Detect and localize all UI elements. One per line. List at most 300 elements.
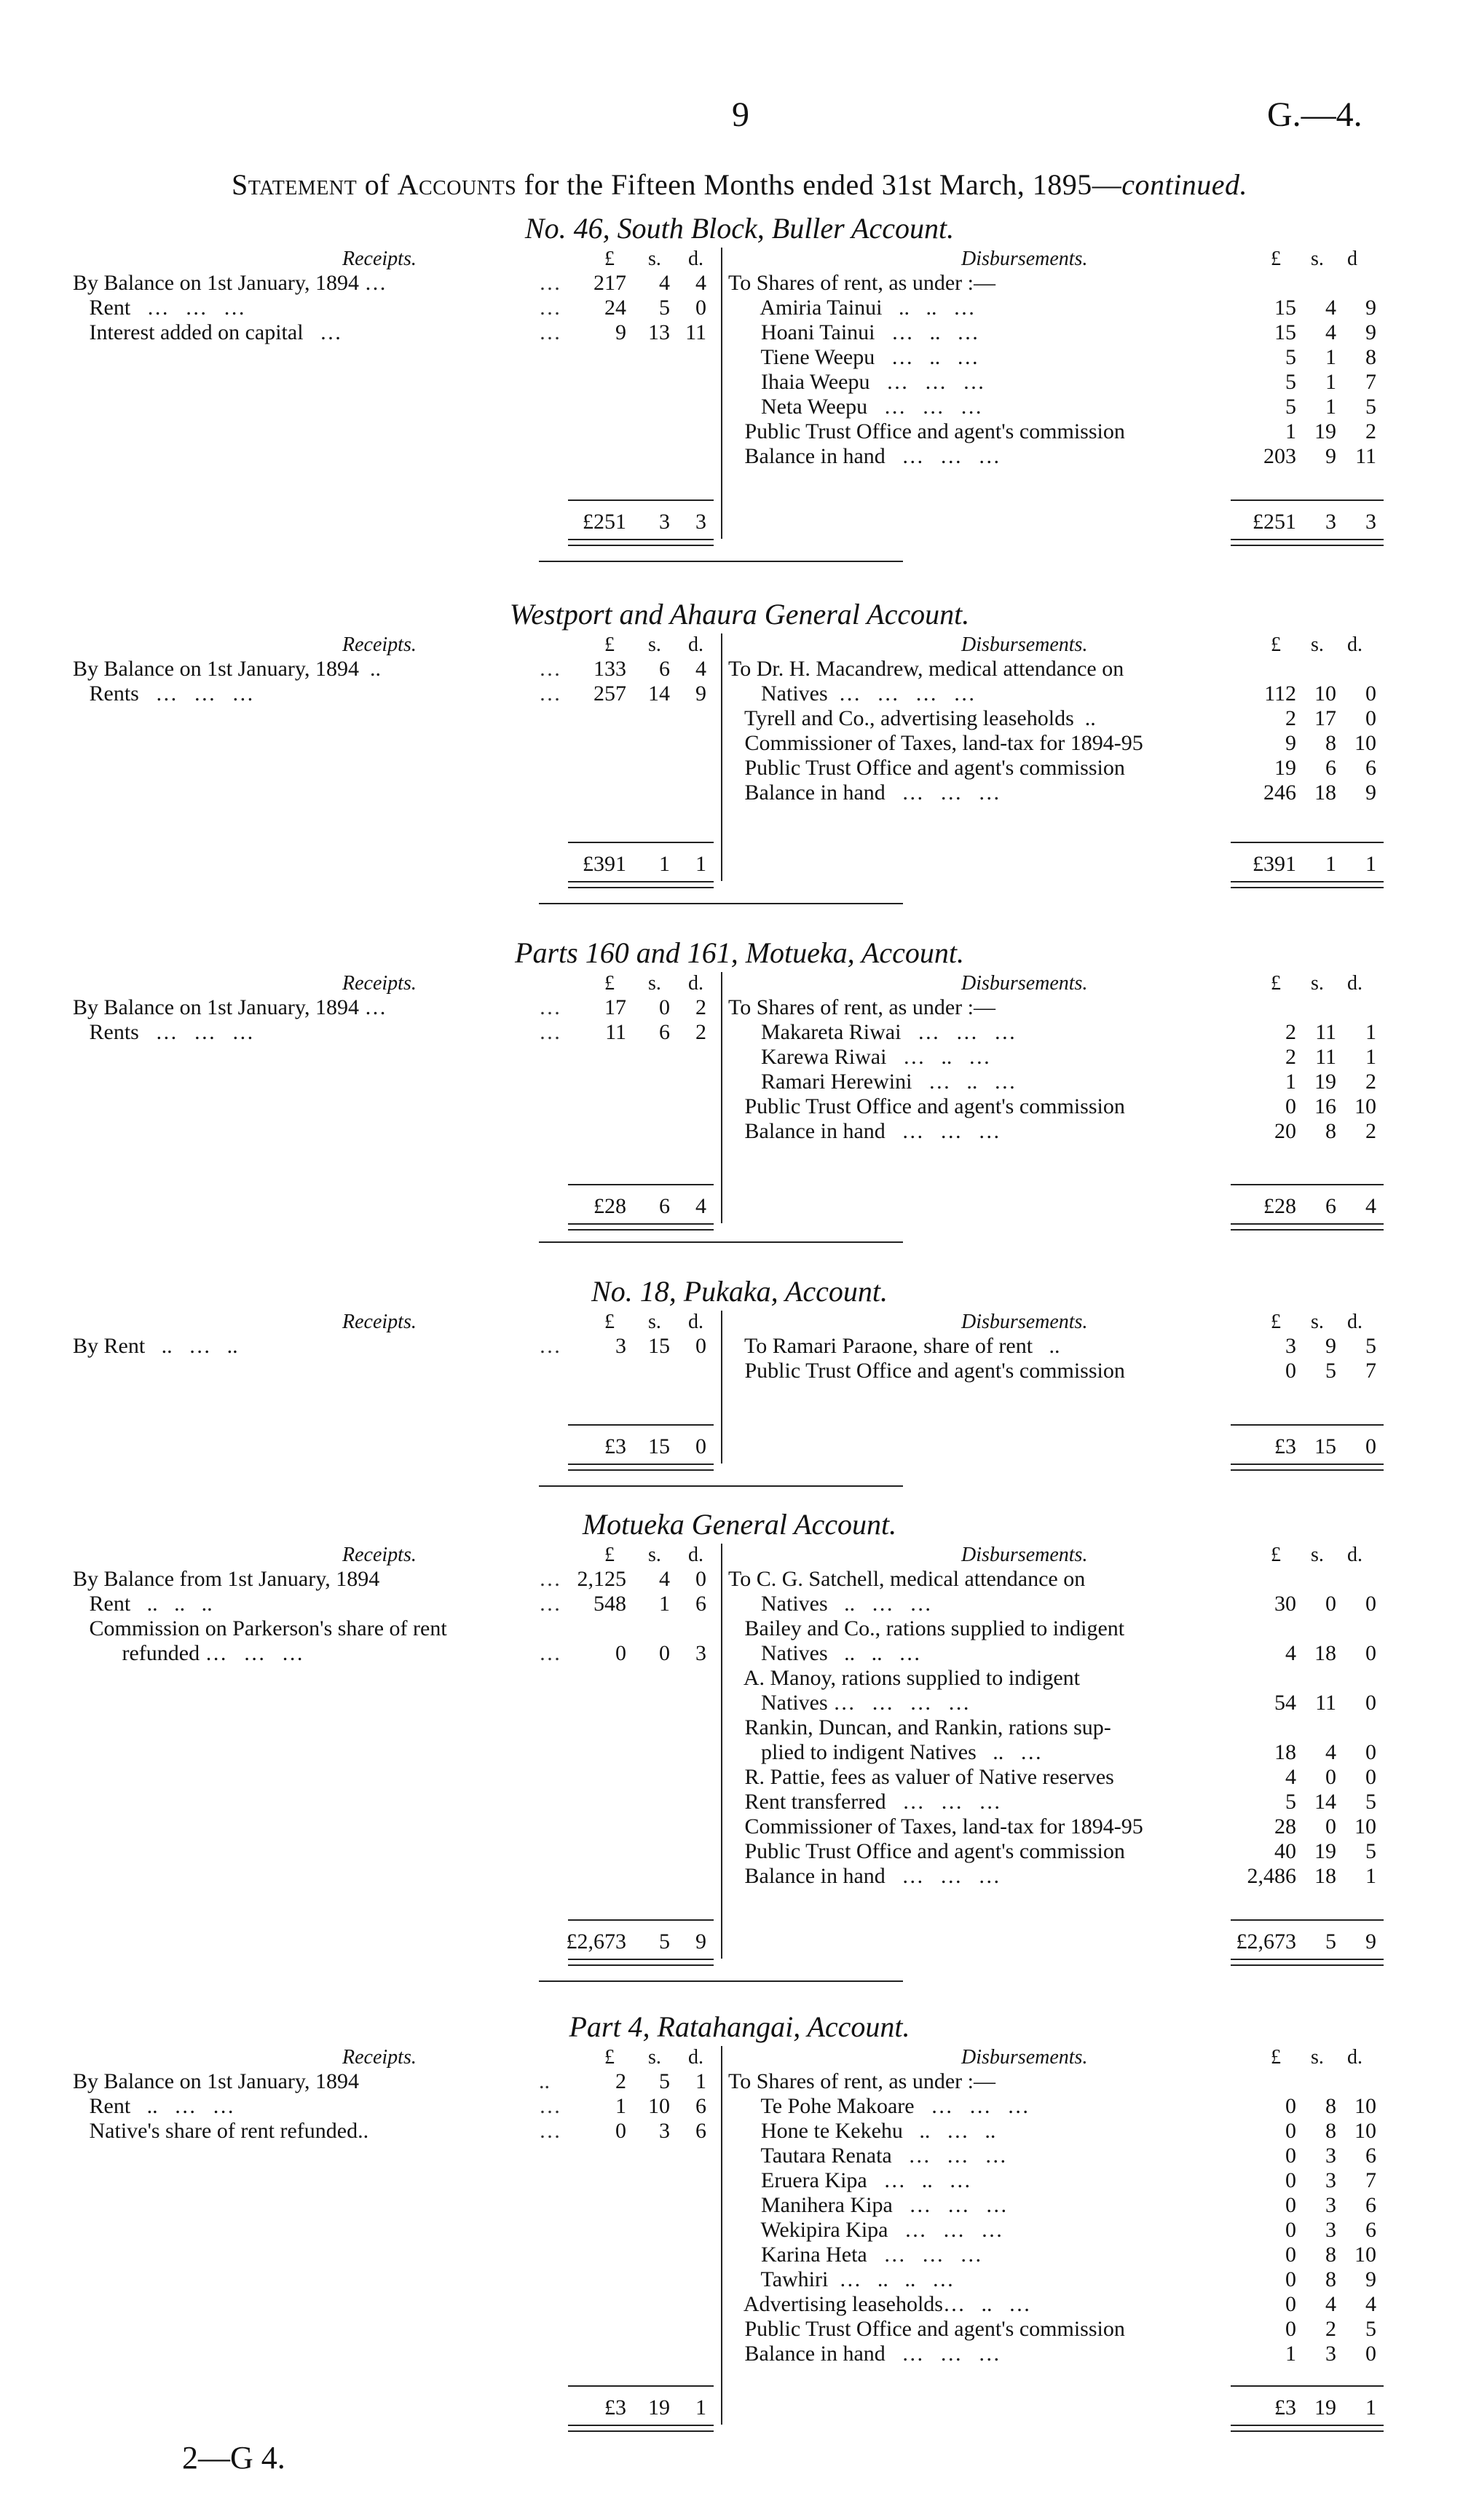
- amount-pounds: 2,486: [1247, 1864, 1296, 1888]
- disbursement-description: plied to indigent Natives .. …: [728, 1740, 1042, 1764]
- amount-pence: 4: [1365, 2292, 1376, 2316]
- amount-shillings: 14: [1314, 1790, 1336, 1814]
- section-title: Motueka General Account.: [582, 1508, 897, 1541]
- receipts-column: [73, 1311, 714, 1359]
- disbursement-description: Amiria Tainui .. .. …: [728, 296, 975, 320]
- amount-pounds: 11: [605, 1020, 626, 1044]
- pound-header: £: [1271, 633, 1281, 656]
- pound-header: £: [1271, 1311, 1281, 1333]
- amount-pence: 2: [1365, 1119, 1376, 1143]
- disbursement-description: Hone te Kekehu .. … ..: [728, 2119, 996, 2143]
- amount-shillings: 6: [1325, 756, 1336, 780]
- amount-pounds: 4: [1285, 1641, 1296, 1665]
- amount-pounds: 112: [1264, 682, 1296, 706]
- disbursement-row: [728, 1641, 1384, 1666]
- receipt-row: [73, 320, 714, 345]
- receipts-header: [73, 1311, 714, 1334]
- amount-shillings: 5: [659, 2069, 670, 2093]
- amount-pence: 6: [695, 1592, 706, 1616]
- receipt-description: Rent … … …: [73, 296, 245, 320]
- amount-pounds: 40: [1274, 1839, 1296, 1863]
- receipt-description: Rents … … …: [73, 682, 254, 706]
- page-number: 9: [732, 95, 749, 134]
- receipts-header: [73, 2046, 714, 2069]
- disbursement-row: [728, 419, 1384, 444]
- amount-shillings: 10: [648, 2094, 670, 2118]
- amount-pounds: 9: [615, 320, 626, 344]
- column-divider: [721, 248, 722, 539]
- total-rule: [568, 1424, 714, 1426]
- amount-pence: 9: [1365, 320, 1376, 344]
- receipt-row: [73, 682, 714, 706]
- amount-shillings: 19: [1314, 1839, 1336, 1863]
- amount-pence: 1: [1365, 1864, 1376, 1888]
- disbursement-description: Neta Weepu … … …: [728, 395, 982, 419]
- amount-pounds: 548: [593, 1592, 626, 1616]
- disbursements-column: [728, 248, 1384, 469]
- leader-dots: …: [539, 995, 561, 1019]
- leader-dots: …: [539, 1641, 561, 1665]
- total-pounds: £3: [1274, 2395, 1296, 2420]
- amount-pence: 0: [1365, 1740, 1376, 1764]
- amount-pence: 2: [695, 995, 706, 1019]
- total-pounds: £391: [583, 852, 626, 876]
- disbursement-row: [728, 1740, 1384, 1765]
- shilling-header: s.: [1311, 248, 1324, 270]
- amount-shillings: 1: [1325, 395, 1336, 419]
- amount-pence: 9: [1365, 296, 1376, 320]
- receipt-row: [73, 657, 714, 682]
- column-divider: [721, 1544, 722, 1959]
- total-rule: [568, 499, 714, 501]
- receipts-header: [73, 972, 714, 995]
- amount-pence: 1: [1365, 1020, 1376, 1044]
- amount-pounds: 133: [593, 657, 626, 681]
- shilling-header: s.: [648, 248, 661, 270]
- receipt-row: [73, 1567, 714, 1592]
- amount-shillings: 9: [1325, 444, 1336, 468]
- section-separator: [539, 561, 903, 562]
- disbursement-description: Balance in hand … … …: [728, 1119, 1001, 1143]
- double-rule: [568, 1223, 714, 1231]
- disbursement-row: [728, 1691, 1384, 1715]
- amount-shillings: 4: [1325, 1740, 1336, 1764]
- shilling-header: s.: [1311, 2046, 1324, 2069]
- disbursement-row: [728, 2243, 1384, 2267]
- disbursements-label: Disbursements.: [961, 2046, 1088, 2069]
- total-rule: [568, 1184, 714, 1185]
- amount-shillings: 8: [1325, 2119, 1336, 2143]
- disbursement-row: [728, 1592, 1384, 1616]
- disbursement-row: [728, 2144, 1384, 2168]
- disbursement-description: Hoani Tainui … .. …: [728, 320, 979, 344]
- amount-pounds: 2: [1285, 706, 1296, 730]
- total-pence: 9: [1365, 1930, 1376, 1954]
- amount-pence: 5: [1365, 2317, 1376, 2341]
- disbursements-column: [728, 1311, 1384, 1383]
- amount-shillings: 9: [1325, 1334, 1336, 1358]
- receipt-row: [73, 1616, 714, 1641]
- amount-shillings: 3: [1325, 2193, 1336, 2217]
- disbursement-description: Wekipira Kipa … … …: [728, 2218, 1003, 2242]
- amount-shillings: 8: [1325, 731, 1336, 755]
- section-title: Westport and Ahaura General Account.: [509, 598, 970, 631]
- amount-shillings: 4: [1325, 2292, 1336, 2316]
- pound-header: £: [604, 2046, 615, 2069]
- pence-header: d.: [688, 248, 703, 270]
- amount-shillings: 14: [648, 682, 670, 706]
- pence-header: d.: [688, 1311, 703, 1333]
- disbursement-description: Natives .. … …: [728, 1592, 932, 1616]
- total-shillings: 3: [659, 510, 670, 534]
- receipt-row: [73, 2094, 714, 2119]
- disbursement-row: [728, 1070, 1384, 1094]
- leader-dots: …: [539, 1592, 561, 1616]
- total-rule: [568, 2385, 714, 2387]
- receipts-label: Receipts.: [342, 972, 417, 995]
- total-rule: [1231, 1184, 1384, 1185]
- pence-header: d.: [1347, 633, 1362, 656]
- receipts-column: [73, 248, 714, 345]
- statement-continued: continued.: [1121, 168, 1248, 201]
- total-shillings: 15: [648, 1434, 670, 1458]
- amount-shillings: 0: [659, 995, 670, 1019]
- amount-pounds: 3: [1285, 1334, 1296, 1358]
- pence-header: d.: [1347, 972, 1362, 995]
- disbursement-description: Tiene Weepu … .. …: [728, 345, 979, 369]
- document-reference: G.—4.: [1267, 95, 1362, 134]
- statement-title: [0, 167, 1479, 202]
- total-pounds: £251: [583, 510, 626, 534]
- pence-header: d.: [1347, 2046, 1362, 2069]
- amount-pence: 0: [1365, 1691, 1376, 1715]
- double-rule: [1231, 1464, 1384, 1471]
- amount-pounds: 217: [593, 271, 626, 295]
- amount-pence: 2: [695, 1020, 706, 1044]
- disbursements-label: Disbursements.: [961, 633, 1088, 656]
- amount-pounds: 246: [1263, 781, 1296, 805]
- amount-pence: 10: [1354, 2094, 1376, 2118]
- total-pence: 3: [1365, 510, 1376, 534]
- shilling-header: s.: [1311, 972, 1324, 995]
- receipt-description: By Balance on 1st January, 1894: [73, 2069, 359, 2093]
- amount-pence: 7: [1365, 1359, 1376, 1383]
- disbursement-row: [728, 756, 1384, 781]
- leader-dots: …: [539, 1334, 561, 1358]
- amount-pounds: 3: [615, 1334, 626, 1358]
- receipts-header: [73, 633, 714, 657]
- total-rule: [1231, 842, 1384, 843]
- receipts-column: [73, 633, 714, 706]
- disbursement-row: [728, 1094, 1384, 1119]
- pound-header: £: [604, 248, 615, 270]
- total-shillings: 6: [659, 1194, 670, 1218]
- amount-pence: 6: [695, 2094, 706, 2118]
- total-shillings: 19: [648, 2395, 670, 2420]
- amount-pounds: 203: [1263, 444, 1296, 468]
- disbursement-description: Tautara Renata … … …: [728, 2144, 1007, 2168]
- disbursement-description: Karewa Riwai … .. …: [728, 1045, 990, 1069]
- amount-pence: 2: [1365, 1070, 1376, 1094]
- disbursement-description: R. Pattie, fees as valuer of Native reserves: [728, 1765, 1114, 1789]
- section-separator: [539, 1980, 903, 1982]
- amount-pounds: 2: [1285, 1020, 1296, 1044]
- disbursement-description: Makareta Riwai … … …: [728, 1020, 1016, 1044]
- total-shillings: 3: [1325, 510, 1336, 534]
- amount-pence: 5: [1365, 1839, 1376, 1863]
- amount-pounds: 0: [1285, 2094, 1296, 2118]
- disbursements-label: Disbursements.: [961, 972, 1088, 995]
- leader-dots: …: [539, 2119, 561, 2143]
- disbursement-row: [728, 1567, 1384, 1592]
- shilling-header: s.: [648, 972, 661, 995]
- disbursement-description: Te Pohe Makoare … … …: [728, 2094, 1030, 2118]
- disbursement-row: [728, 781, 1384, 805]
- disbursement-description: Public Trust Office and agent's commission: [728, 1839, 1125, 1863]
- amount-pence: 2: [1365, 419, 1376, 443]
- amount-shillings: 0: [1325, 1765, 1336, 1789]
- disbursements-header: [728, 248, 1384, 271]
- disbursement-row: [728, 682, 1384, 706]
- amount-pounds: 0: [1285, 2218, 1296, 2242]
- amount-pounds: 1: [615, 2094, 626, 2118]
- column-divider: [721, 972, 722, 1223]
- receipt-description: Rents … … …: [73, 1020, 254, 1044]
- column-divider: [721, 2046, 722, 2425]
- section-separator: [539, 1241, 903, 1243]
- disbursement-row: [728, 2193, 1384, 2218]
- amount-pounds: 2,125: [577, 1567, 626, 1591]
- total-pence: 1: [695, 852, 706, 876]
- amount-pounds: 19: [1274, 756, 1296, 780]
- disbursement-row: [728, 995, 1384, 1020]
- section-title: No. 18, Pukaka, Account.: [591, 1275, 888, 1308]
- receipts-label: Receipts.: [342, 1311, 417, 1333]
- pound-header: £: [604, 1544, 615, 1566]
- amount-shillings: 15: [648, 1334, 670, 1358]
- amount-pence: 5: [1365, 395, 1376, 419]
- shilling-header: s.: [1311, 633, 1324, 656]
- amount-shillings: 4: [659, 1567, 670, 1591]
- total-pounds: £28: [1263, 1194, 1296, 1218]
- disbursements-header: [728, 1311, 1384, 1334]
- disbursement-row: [728, 1864, 1384, 1889]
- leader-dots: ..: [539, 2069, 550, 2093]
- disbursement-description: Rankin, Duncan, and Rankin, rations sup-: [728, 1715, 1111, 1739]
- receipt-description: refunded … … …: [73, 1641, 304, 1665]
- amount-pence: 6: [1365, 756, 1376, 780]
- amount-pounds: 0: [615, 2119, 626, 2143]
- amount-pounds: 5: [1285, 395, 1296, 419]
- leader-dots: …: [539, 320, 561, 344]
- amount-pounds: 0: [1285, 2267, 1296, 2291]
- disbursement-row: [728, 1765, 1384, 1790]
- disbursements-column: [728, 633, 1384, 805]
- leader-dots: …: [539, 1020, 561, 1044]
- disbursement-description: Ihaia Weepu … … …: [728, 370, 985, 394]
- pound-header: £: [604, 1311, 615, 1333]
- amount-shillings: 3: [1325, 2342, 1336, 2366]
- section-title: Part 4, Ratahangai, Account.: [569, 2010, 910, 2043]
- disbursements-column: [728, 1544, 1384, 1889]
- pence-header: d.: [1347, 1311, 1362, 1333]
- amount-pounds: 5: [1285, 1790, 1296, 1814]
- disbursement-description: To Shares of rent, as under :—: [728, 2069, 995, 2093]
- amount-pounds: 5: [1285, 370, 1296, 394]
- disbursement-row: [728, 2094, 1384, 2119]
- total-pounds: £2,673: [1236, 1930, 1296, 1954]
- amount-shillings: 3: [1325, 2218, 1336, 2242]
- amount-shillings: 11: [1315, 1020, 1336, 1044]
- amount-shillings: 1: [659, 1592, 670, 1616]
- pound-header: £: [1271, 248, 1281, 270]
- disbursement-description: Public Trust Office and agent's commission: [728, 419, 1125, 443]
- disbursement-description: To Shares of rent, as under :—: [728, 995, 995, 1019]
- total-rule: [568, 1919, 714, 1921]
- total-pounds: £3: [604, 1434, 626, 1458]
- disbursement-description: To Ramari Paraone, share of rent ..: [728, 1334, 1060, 1358]
- leader-dots: …: [539, 296, 561, 320]
- total-shillings: 1: [1325, 852, 1336, 876]
- receipt-description: Commission on Parkerson's share of rent: [73, 1616, 447, 1640]
- amount-pence: 6: [1365, 2144, 1376, 2168]
- amount-shillings: 19: [1314, 419, 1336, 443]
- amount-pounds: 0: [1285, 1094, 1296, 1118]
- disbursement-row: [728, 370, 1384, 395]
- amount-pence: 9: [1365, 2267, 1376, 2291]
- disbursements-header: [728, 1544, 1384, 1567]
- amount-pounds: 5: [1285, 345, 1296, 369]
- receipt-row: [73, 271, 714, 296]
- amount-pounds: 0: [1285, 2119, 1296, 2143]
- amount-pence: 6: [695, 2119, 706, 2143]
- amount-pence: 0: [1365, 1592, 1376, 1616]
- leader-dots: …: [539, 657, 561, 681]
- amount-pence: 5: [1365, 1790, 1376, 1814]
- amount-shillings: 16: [1314, 1094, 1336, 1118]
- leader-dots: …: [539, 682, 561, 706]
- amount-pounds: 1: [1285, 1070, 1296, 1094]
- receipt-row: [73, 2069, 714, 2094]
- total-pounds: £3: [604, 2395, 626, 2420]
- receipt-row: [73, 1020, 714, 1045]
- disbursement-description: Balance in hand … … …: [728, 781, 1001, 805]
- disbursement-row: [728, 345, 1384, 370]
- total-rule: [1231, 1919, 1384, 1921]
- receipt-row: [73, 995, 714, 1020]
- amount-pence: 0: [695, 1567, 706, 1591]
- amount-pounds: 1: [1285, 2342, 1296, 2366]
- amount-shillings: 5: [659, 296, 670, 320]
- page-footer-signature: 2—G 4.: [182, 2440, 285, 2476]
- amount-pounds: 54: [1274, 1691, 1296, 1715]
- amount-pence: 11: [685, 320, 706, 344]
- receipt-description: By Balance on 1st January, 1894 …: [73, 995, 387, 1019]
- receipts-label: Receipts.: [342, 2046, 417, 2069]
- disbursement-description: Advertising leaseholds… .. …: [728, 2292, 1030, 2316]
- disbursement-description: Manihera Kipa … … …: [728, 2193, 1008, 2217]
- disbursement-description: Karina Heta … … …: [728, 2243, 982, 2267]
- amount-shillings: 3: [1325, 2168, 1336, 2192]
- disbursement-row: [728, 706, 1384, 731]
- amount-pounds: 0: [1285, 2168, 1296, 2192]
- amount-shillings: 11: [1315, 1691, 1336, 1715]
- disbursements-label: Disbursements.: [961, 1311, 1088, 1333]
- disbursement-row: [728, 444, 1384, 469]
- disbursement-row: [728, 1119, 1384, 1144]
- total-rule: [568, 842, 714, 843]
- total-pence: 0: [1365, 1434, 1376, 1458]
- section-separator: [539, 1485, 903, 1487]
- receipt-description: By Rent .. … ..: [73, 1334, 238, 1358]
- total-pence: 9: [695, 1930, 706, 1954]
- disbursement-row: [728, 2317, 1384, 2342]
- disbursements-column: [728, 2046, 1384, 2366]
- receipts-header: [73, 1544, 714, 1567]
- disbursement-description: Bailey and Co., rations supplied to indigent: [728, 1616, 1125, 1640]
- receipt-description: Rent .. .. ..: [73, 1592, 213, 1616]
- receipt-description: Rent .. … …: [73, 2094, 234, 2118]
- total-rule: [1231, 1424, 1384, 1426]
- double-rule: [1231, 1223, 1384, 1231]
- disbursement-description: Natives .. .. …: [728, 1641, 921, 1665]
- receipt-row: [73, 296, 714, 320]
- amount-pence: 6: [1365, 2218, 1376, 2242]
- disbursement-description: Balance in hand … … …: [728, 444, 1001, 468]
- amount-pounds: 20: [1274, 1119, 1296, 1143]
- disbursement-row: [728, 731, 1384, 756]
- amount-pence: 8: [1365, 345, 1376, 369]
- disbursement-description: To Dr. H. Macandrew, medical attendance on: [728, 657, 1124, 681]
- amount-pounds: 0: [1285, 2193, 1296, 2217]
- disbursement-row: [728, 296, 1384, 320]
- total-pence: 0: [695, 1434, 706, 1458]
- total-pence: 1: [1365, 852, 1376, 876]
- amount-pence: 0: [1365, 682, 1376, 706]
- leader-dots: …: [539, 1567, 561, 1591]
- amount-pounds: 0: [1285, 2243, 1296, 2267]
- disbursements-header: [728, 2046, 1384, 2069]
- amount-shillings: 17: [1314, 706, 1336, 730]
- receipts-label: Receipts.: [342, 1544, 417, 1566]
- amount-shillings: 13: [648, 320, 670, 344]
- amount-pounds: 15: [1274, 320, 1296, 344]
- amount-pence: 10: [1354, 1094, 1376, 1118]
- amount-pounds: 2: [615, 2069, 626, 2093]
- amount-shillings: 1: [1325, 345, 1336, 369]
- amount-shillings: 18: [1314, 781, 1336, 805]
- disbursement-row: [728, 1814, 1384, 1839]
- disbursement-row: [728, 2218, 1384, 2243]
- amount-shillings: 4: [659, 271, 670, 295]
- amount-pounds: 1: [1285, 419, 1296, 443]
- disbursement-description: Ramari Herewini … .. …: [728, 1070, 1016, 1094]
- disbursement-row: [728, 1020, 1384, 1045]
- total-pence: 4: [1365, 1194, 1376, 1218]
- shilling-header: s.: [1311, 1544, 1324, 1566]
- amount-pounds: 30: [1274, 1592, 1296, 1616]
- disbursement-description: Natives … … … …: [728, 1691, 970, 1715]
- amount-pounds: 257: [593, 682, 626, 706]
- shilling-header: s.: [1311, 1311, 1324, 1333]
- double-rule: [1231, 1959, 1384, 1966]
- shilling-header: s.: [648, 1311, 661, 1333]
- disbursement-description: Tyrell and Co., advertising leaseholds ..: [728, 706, 1096, 730]
- total-pounds: £391: [1253, 852, 1296, 876]
- disbursement-description: Rent transferred … … …: [728, 1790, 1001, 1814]
- disbursement-row: [728, 657, 1384, 682]
- total-pence: 1: [1365, 2395, 1376, 2420]
